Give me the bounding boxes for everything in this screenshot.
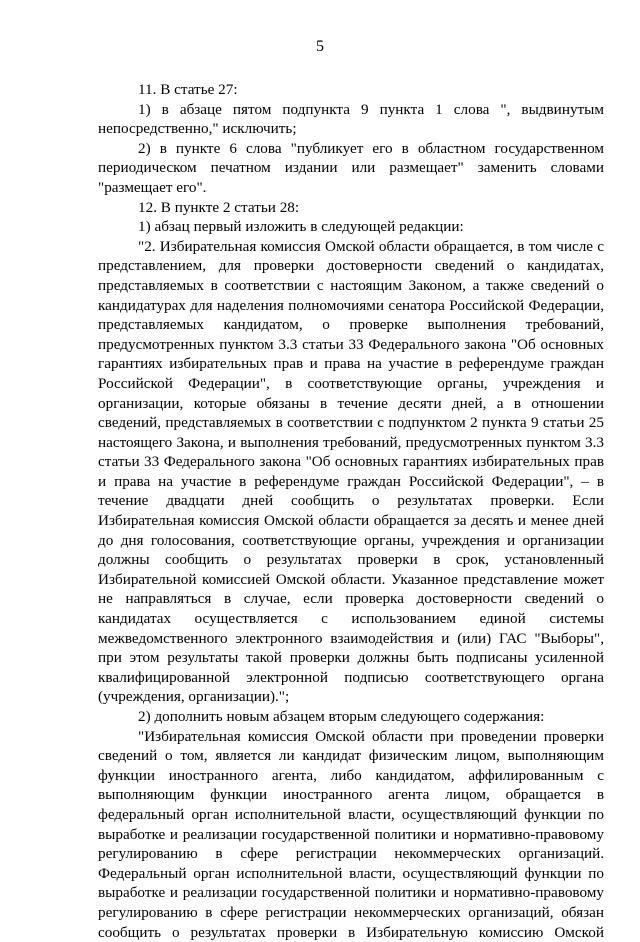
paragraph-article-28-item-2: 2) дополнить новым абзацем вторым следующего содержания: <box>138 708 545 725</box>
paragraph-article-27-item-2: 2) в пункте 6 слова "публикует его в областном государственном периодическом печатном издании или размещает" заменить словами "размещает его". <box>98 139 604 196</box>
paragraph-quoted-clause-2: "2. Избирательная комиссия Омской области обращается, в том числе с представлением, для проверки достоверности сведений о кандидатах, представляемых в соответствии с настоящим Законом, а также сведений о кандидатурах для наделения полномочиями сенатора Российской Федерации, представляемых кандидатом, о проверке выполнения требований, предусмотренных пунктом 3.3 статьи 33 Федерального закона "Об основных гарантиях избирательных прав и права на участие в референдуме граждан Российской Федерации", в соответствующие органы, учреждения и организации, которые обязаны в течение десяти дней, а в отношении сведений, представляемых в соответствии с подпунктом 2 пункта 9 статьи 25 настоящего Закона, и выполнения требований, предусмотренных пунктом 3.3 статьи 33 Федерального закона "Об основных гарантиях избирательных прав и права на участие в референдуме граждан Российской Федерации", – в течение двадцати дней сообщить о результатах проверки. Если Избирательная комиссия Омской области обращается за десять и менее дней до дня голосования, соответствующие органы, учреждения и организации должны сообщить о результатах проверки в срок, установленный Избирательной комиссией Омской области. Указанное представление может не направляться в случае, если проверка достоверности сведений о кандидатах осуществляется с использованием единой системы межведомственного электронного взаимодействия и (или) ГАС "Выборы", при этом результаты такой проверки должны быть подписаны усиленной квалифицированной электронной подписью соответствующего органа (учреждения, организации)."; <box>98 237 604 706</box>
paragraph-article-27-heading: 11. В статье 27: <box>138 81 238 98</box>
page-number: 5 <box>316 38 324 55</box>
paragraph-article-28-item-1: 1) абзац первый изложить в следующей редакции: <box>138 218 464 236</box>
document-body <box>98 80 604 942</box>
paragraph-article-27-item-1: 1) в абзаце пятом подпункта 9 пункта 1 слова ", выдвинутым непосредственно," исключить; <box>98 100 604 138</box>
paragraph-article-28-heading: 12. В пункте 2 статьи 28: <box>138 198 300 216</box>
paragraph-quoted-new-abzac: "Избирательная комиссия Омской области при проведении проверки сведений о том, является ли кандидат физическим лицом, выполняющим функции иностранного агента, либо кандидатом, аффилированным с выполняющим функции иностранного агента лицом, обращается в федеральный орган исполнительной власти, осуществляющий функции по выработке и реализации государственной политики и нормативно-правовому регулированию в сфере регистрации некоммерческих организаций. Федеральный орган исполнительной власти, осуществляющий функции по выработке и реализации государственной политики и нормативно-правовому регулированию в сфере регистрации некоммерческих организаций, обязан сообщить о результатах проверки в Избирательную комиссию Омской <box>98 727 604 941</box>
